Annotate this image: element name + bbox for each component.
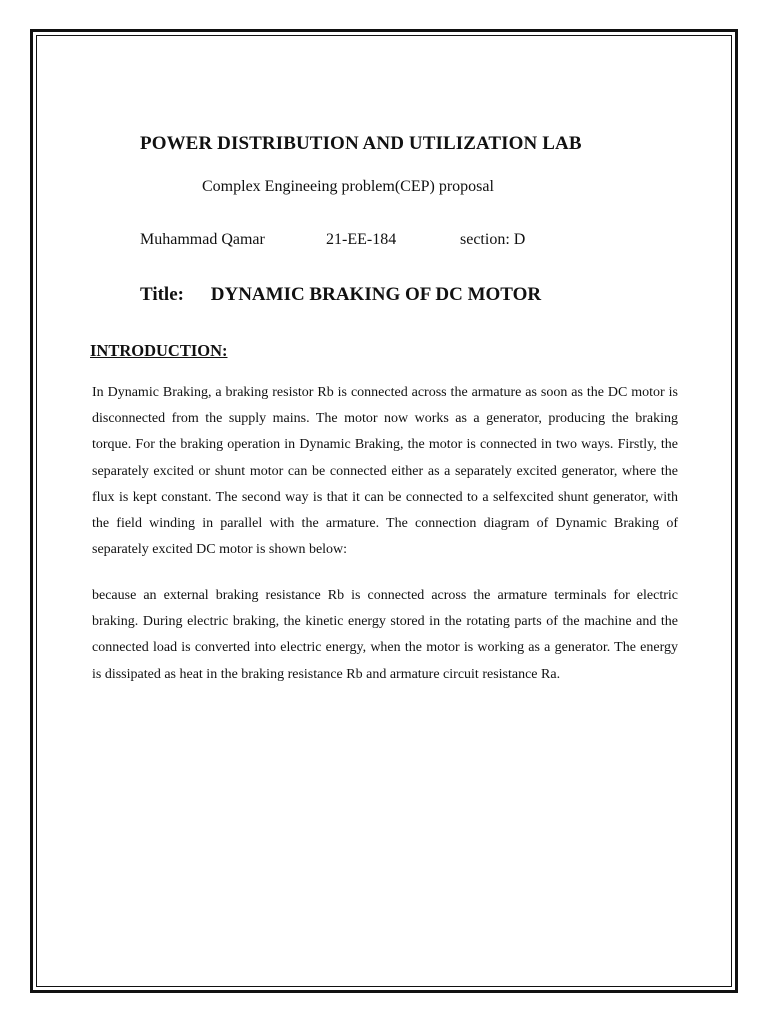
introduction-paragraph: In Dynamic Braking, a braking resistor Rb is connected across the armature as soon as the DC motor is disconnected from the supply mains. The motor now works as a generator, producing the braking torque. For the braking operation in Dynamic Braking, the motor is connected in two ways. Firstly, the separately excited or shunt motor can be connected either as a separately excited generator, where the flux is kept constant. The second way is that it can be connected to a selfexcited shunt generator, with the field winding in parallel with the armature. The connection diagram of Dynamic Braking of separately excited DC motor is shown below:	[92, 385, 678, 558]
project-title	[140, 284, 541, 306]
proposal-subtitle: Complex Engineeing problem(CEP) proposal	[202, 178, 494, 195]
introduction-paragraph: because an external braking resistance Rb is connected across the armature terminals for electric braking. During electric braking, the kinetic energy stored in the rotating parts of the machine and the connected load is converted into electric energy, when the motor is working as a generator. The energy is dissipated as heat in the braking resistance Rb and armature circuit resistance Ra.	[92, 588, 678, 682]
project-title-label: Title:	[140, 284, 184, 305]
author-roll-number: 21-EE-184	[326, 231, 397, 248]
project-title-text: DYNAMIC BRAKING OF DC MOTOR	[210, 284, 542, 305]
author-name: Muhammad Qamar	[140, 231, 265, 248]
author-section: section: D	[460, 231, 526, 248]
lab-title: POWER DISTRIBUTION AND UTILIZATION LAB	[140, 133, 582, 154]
introduction-heading: INTRODUCTION:	[90, 341, 228, 360]
